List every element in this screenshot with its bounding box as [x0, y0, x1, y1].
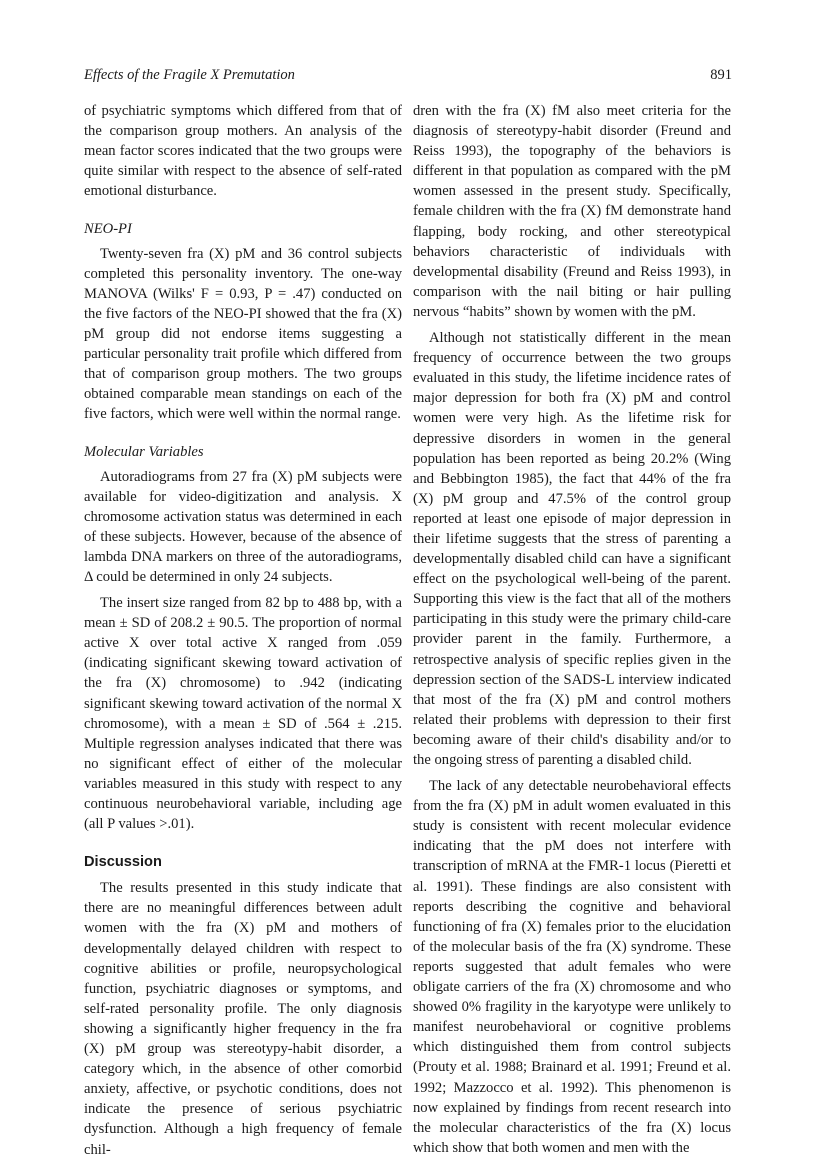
paragraph: dren with the fra (X) fM also meet criteria for the diagnosis of stereotypy-habit disorder (Freund and Reiss 1993), the topography of the behaviors is different in that population as compared with the pM women assessed in the present study. Specifically, female children with the fra (X) fM demonstrate hand flapping, body rocking, and other stereotypical behaviors characteristic of individuals with developmental disability (Freund and Reiss 1993), in comparison with the nail biting or hair pulling nervous “habits” shown by women with the pM.: [413, 103, 731, 320]
subsection-heading-molecular-variables: Molecular Variables: [84, 444, 204, 461]
paragraph: Although not statistically different in the mean frequency of occurrence between the two groups evaluated in this study, the lifetime incidence rates of major depression for both fra (X) pM and control women were very high. As the lifetime risk for depressive disorders in women in the general population has been reported as being 20.2% (Wing and Bebbington 1985), the fact that 44% of the fra (X) pM group and 47.5% of the control group reported at least one episode of major depression in their lifetime suggests that the stress of parenting a developmentally disabled child can have a significant effect on the psychological well-being of the parent. Supporting this view is the fact that all of the mothers participating in this study were the primary child-care provider parent in the family. Furthermore, a retrospective analysis of specific replies given in the depression section of the SADS-L interview indicated that most of the fra (X) pM and control mothers related their problems with depression to their first becoming aware of their child's disability and/or to the ongoing stress of parenting a disabled child.: [413, 330, 731, 768]
section-heading-discussion: Discussion: [84, 854, 162, 871]
paragraph: The insert size ranged from 82 bp to 488 bp, with a mean ± SD of 208.2 ± 90.5. The proportion of normal active X over total active X ranged from .059 (indicating significant skewing toward activation of the fra (X) chromosome) to .942 (indicating significant skewing toward activation of the normal X chromosome), with a mean ± SD of .564 ± .215. Multiple regression analyses indicated that there was no significant effect of either of the molecular variables measured in this study with respect to any continuous neurobehavioral variable, including age (all P values >.01).: [84, 595, 402, 833]
paragraph: Twenty-seven fra (X) pM and 36 control subjects completed this personality inventory. The one-way MANOVA (Wilks' F = 0.93, P = .47) conducted on the five factors of the NEO-PI showed that the fra (X) pM group did not endorse items suggesting a particular personality trait profile which differed from that of comparison group mothers. The two groups obtained comparable mean standings on each of the five factors, which were well within the normal range.: [84, 245, 402, 423]
paragraph: The lack of any detectable neurobehavioral effects from the fra (X) pM in adult women evaluated in this study is consistent with recent molecular evidence indicating that the pM does not interfere with transcription of mRNA at the FMR-1 locus (Pieretti et al. 1991). These findings are also consistent with reports describing the cognitive and behavioral functioning of fra (X) females prior to the elucidation of the molecular basis of the fra (X) syndrome. These reports suggested that adult females who were obligate carriers of the fra (X) chromosome and who showed 0% fragility in the karyotype were unlikely to manifest neurobehavioral or cognitive problems which distinguished them from control subjects (Prouty et al. 1988; Brainard et al. 1991; Freund et al. 1992; Mazzocco et al. 1992). This phenomenon is now explained by findings from recent research into the molecular characteristics of the fra (X) locus which show that both women and men with the: [413, 778, 731, 1156]
subsection-heading-neo-pi: NEO-PI: [84, 221, 132, 238]
right-column: [413, 101, 731, 1158]
running-head: [84, 67, 732, 87]
paragraph: Autoradiograms from 27 fra (X) pM subjects were available for video-digitization and analysis. X chromosome activation status was determined in each of these subjects. However, because of the absence of lambda DNA markers on three of the autoradiograms, Δ could be determined in only 24 subjects.: [84, 468, 402, 585]
running-title: Effects of the Fragile X Premutation: [84, 67, 295, 83]
left-column: [84, 101, 402, 1160]
paragraph: of psychiatric symptoms which differed from that of the comparison group mothers. An analysis of the mean factor scores indicated that the two groups were quite similar with respect to the absence of self-rated emotional disturbance.: [84, 103, 402, 200]
paragraph: The results presented in this study indicate that there are no meaningful differences between adult women with the fra (X) pM and mothers of developmentally delayed children with respect to cognitive abilities or profile, neuropsychological function, psychiatric diagnoses or symptoms, and self-rated personality profile. The only diagnosis showing a significantly higher frequency in the fra (X) pM group was stereotypy-habit disorder, a category which, in the absence of other comorbid anxiety, affective, or psychotic conditions, does not indicate the presence of serious psychiatric dysfunction. Although a high frequency of female chil-: [84, 880, 402, 1158]
page-number: 891: [710, 67, 732, 83]
